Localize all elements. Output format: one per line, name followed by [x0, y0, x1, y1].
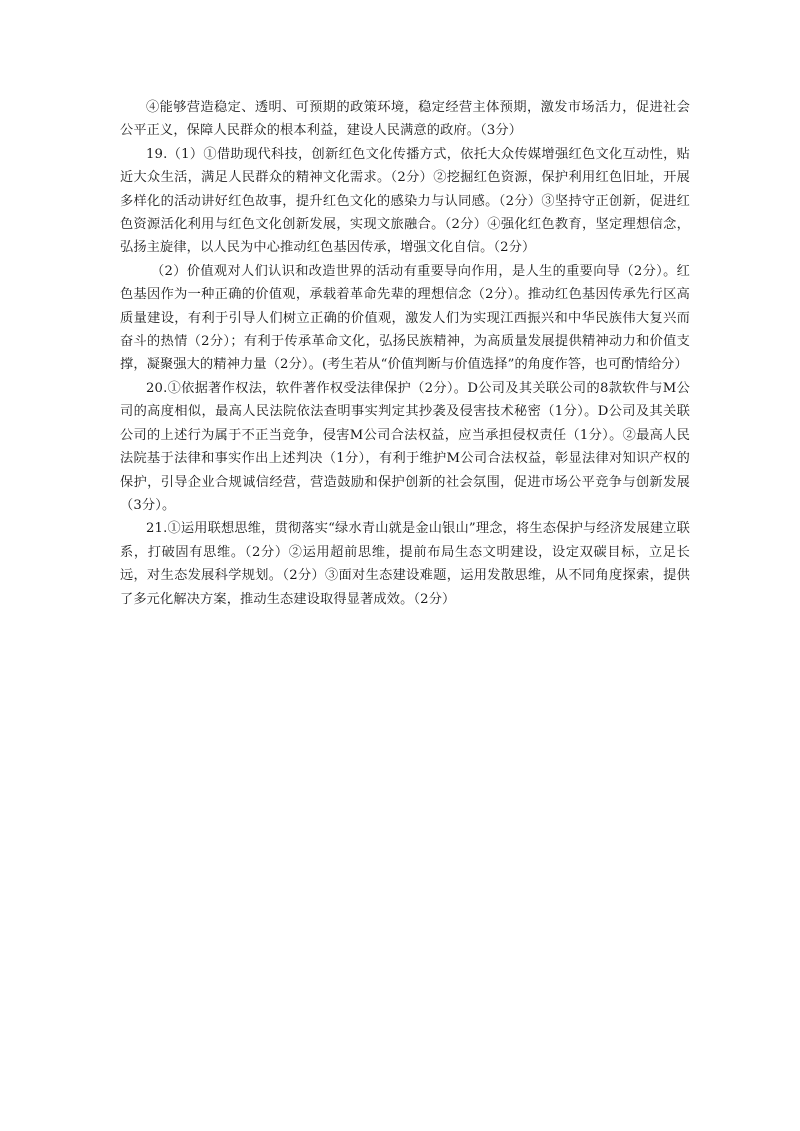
answer-text-body: [120, 96, 690, 611]
paragraph-18-item-4: ④能够营造稳定、透明、可预期的政策环境，稳定经营主体预期，激发市场活力，促进社会公平正义，保障人民群众的根本利益，建设人民满意的政府。（3分）: [120, 100, 690, 139]
paragraph-19-part-1: 19.（1）①借助现代科技，创新红色文化传播方式，依托大众传媒增强红色文化互动性，贴近大众生活，满足人民群众的精神文化需求。（2分）②挖掘红色资源，保护利用红色旧址，开展多样化的活动讲好红色故事，提升红色文化的感染力与认同感。（2分）③坚持守正创新，促进红色资源活化利用与红色文化创新发展，实现文旅融合。（2分）④强化红色教育，坚定理想信念，弘扬主旋律，以人民为中心推动红色基因传承，增强文化自信。（2分）: [120, 146, 690, 256]
paragraph-21: 21.①运用联想思维，贯彻落实“绿水青山就是金山银山”理念，将生态保护与经济发展建立联系，打破固有思维。（2分）②运用超前思维，提前布局生态文明建设，设定双碳目标，立足长远，对生态发展科学规划。（2分）③面对生态建设难题，运用发散思维，从不同角度探索，提供了多元化解决方案，推动生态建设取得显著成效。（2分）: [120, 521, 690, 607]
paragraph-19-part-2: （2）价值观对人们认识和改造世界的活动有重要导向作用，是人生的重要向导（2分）。红色基因作为一种正确的价值观，承载着革命先辈的理想信念（2分）。推动红色基因传承先行区高质量建设，有利于引导人们树立正确的价值观，激发人们为实现江西振兴和中华民族伟大复兴而奋斗的热情（2分）；有利于传承革命文化，弘扬民族精神，为高质量发展提供精神动力和价值支撑，凝聚强大的精神力量（2分）。(考生若从“价值判断与价值选择”的角度作答，也可酌情给分）: [120, 263, 690, 373]
paragraph-20: 20.①依据著作权法，软件著作权受法律保护（2分）。D公司及其关联公司的8款软件与M公司的高度相似，最高人民法院依法查明事实判定其抄袭及侵害技术秘密（1分）。D公司及其关联公司的上述行为属于不正当竞争，侵害M公司合法权益，应当承担侵权责任（1分）。②最高人民法院基于法律和事实作出上述判决（1分），有利于维护M公司合法权益，彰显法律对知识产权的保护，引导企业合规诚信经营，营造鼓励和保护创新的社会氛围，促进市场公平竞争与创新发展（3分）。: [120, 380, 690, 513]
